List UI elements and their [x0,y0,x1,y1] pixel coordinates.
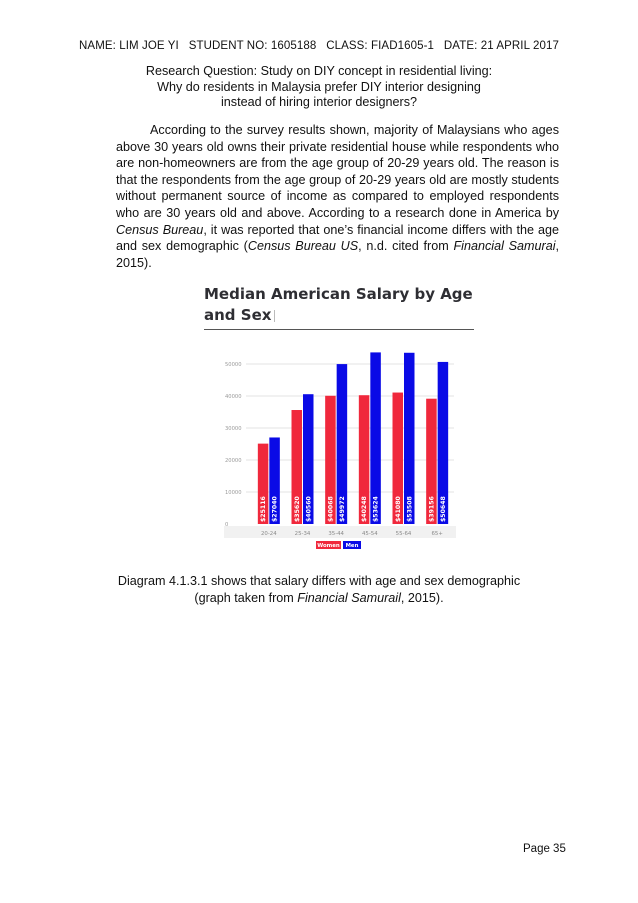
bar-value-label: $35620 [293,496,301,522]
caption-text-a: (graph taken from [194,590,298,605]
text-cursor-mark [274,310,275,322]
citation-census-bureau: Census Bureau [116,222,204,237]
legend-label-women: Women [317,543,340,549]
x-tick-label: 35-44 [328,531,345,537]
bar-value-label: $39156 [428,496,436,522]
salary-chart-figure [204,284,476,552]
y-tick-label: 10000 [225,490,242,496]
bar-value-label: $53624 [372,496,380,522]
bar-value-label: $53508 [406,496,414,522]
research-question-line-3: instead of hiring interior designers? [220,95,417,109]
y-tick-label: 40000 [225,394,242,400]
bar-value-label: $40248 [361,496,369,522]
y-tick-label: 30000 [225,426,242,432]
bar-value-label: $40560 [305,496,313,522]
bar-value-label: $25116 [260,496,268,522]
research-question-line-1: Research Question: Study on DIY concept in residential living: [145,64,493,78]
bar-chart [224,344,456,554]
paragraph-text-4: , 2015). [116,239,560,270]
x-tick-label: 25-34 [294,531,311,537]
citation-financial-samurai: Financial Samurai [453,239,556,254]
y-tick-label: 0 [225,522,229,528]
y-tick-label: 50000 [225,362,242,368]
citation-census-bureau-us: Census Bureau US [247,239,359,254]
page-number: Page 35 [523,843,566,855]
bar-value-label: $27040 [271,496,279,522]
caption-line-1: Diagram 4.1.3.1 shows that salary differs with age and sex demographic [117,574,521,588]
paragraph-text-2: , it was reported that one’s financial income differs with the age and sex demographic ( [116,222,559,254]
legend-label-men: Men [345,543,359,549]
bar-value-label: $49972 [338,496,346,522]
x-tick-label: 55-64 [395,531,412,537]
x-tick-label: 65+ [431,531,443,537]
paragraph-text-1: According to the survey results shown, majority of Malaysians who ages above 30 years old owns their private residential house while respondents who are non-homeowners are from the age group of 20-29 years old. The reason is that the respondents from the age group of 20-29 years old are mostly students without permanent source of income as compared to employed respondents who are 30 years old and above. According to a research done in America by [116,123,559,220]
caption-line-2 [0,590,638,607]
chart-title-text: Median American Salary by Age and Sex [204,285,473,324]
bar-value-label: $40068 [327,496,335,522]
paragraph-text-3: , n.d. cited from [358,239,454,254]
bar-value-label: $50648 [439,496,447,522]
x-tick-label: 20-24 [260,531,277,537]
research-question [0,64,638,111]
chart-title [204,284,474,326]
body-paragraph [116,122,559,271]
title-underline [204,329,474,330]
y-tick-label: 20000 [225,458,242,464]
document-header: NAME: LIM JOE YI STUDENT NO: 1605188 CLASS: FIAD1605-1 DATE: 21 APRIL 2017 [79,40,559,52]
bar-value-label: $41080 [394,496,402,522]
caption-source: Financial Samurail [297,590,401,605]
x-tick-label: 45-54 [361,531,378,537]
figure-caption [0,573,638,606]
research-question-line-2: Why do residents in Malaysia prefer DIY interior designing [157,79,481,94]
caption-text-b: , 2015). [400,590,444,605]
